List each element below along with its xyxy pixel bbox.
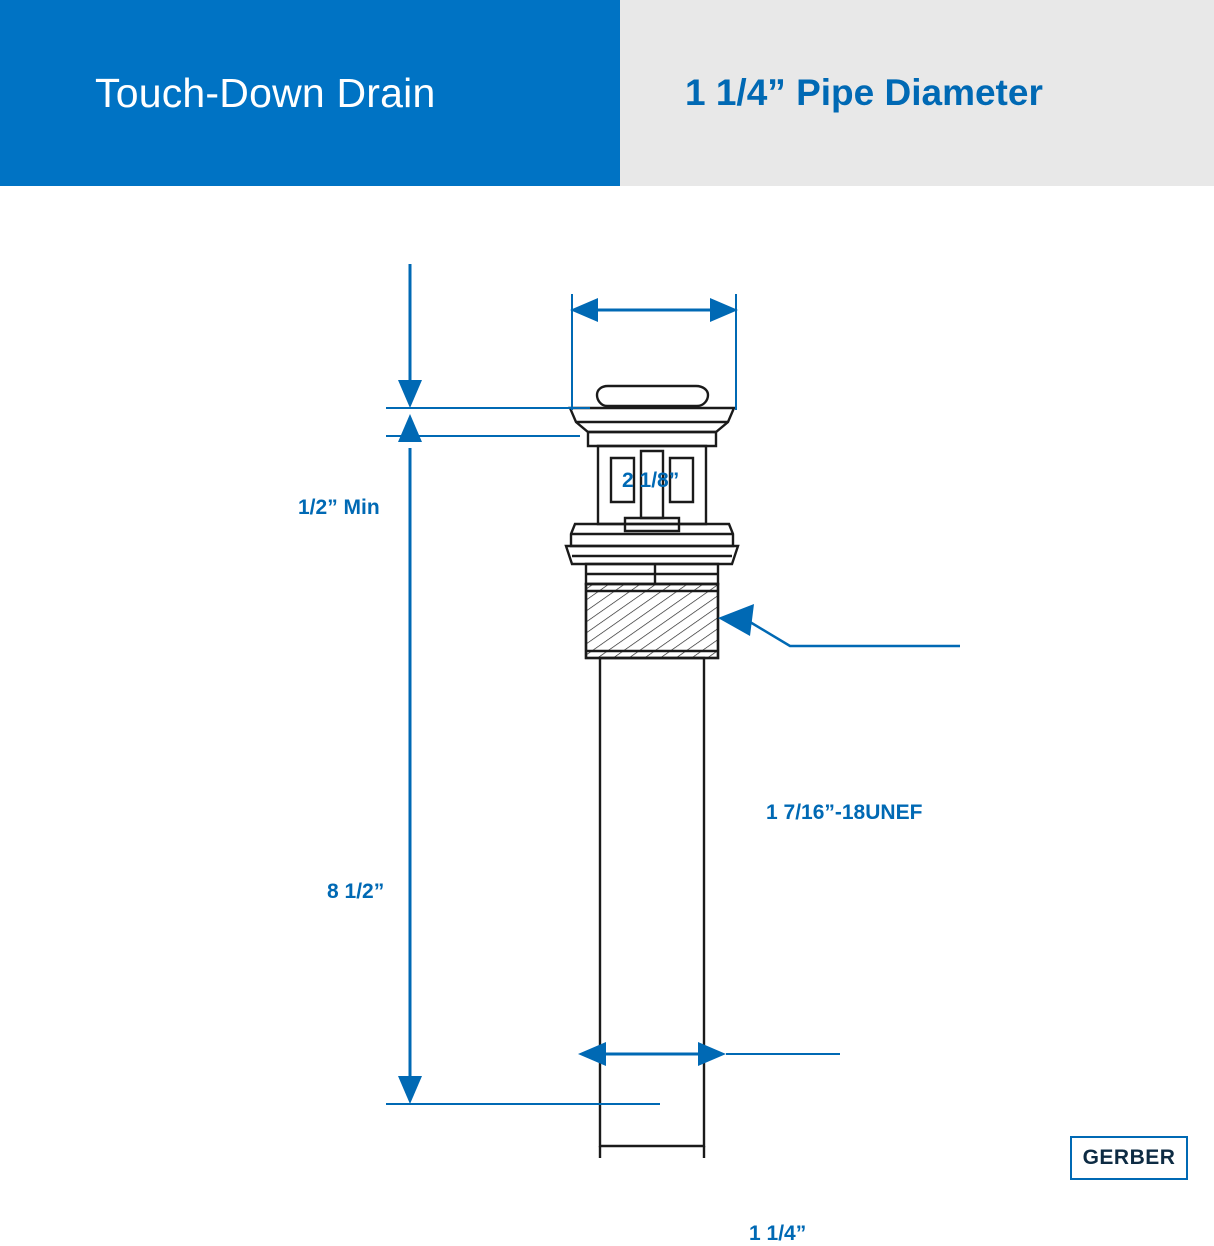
dim-half-min-arrow-down xyxy=(398,380,422,408)
dim-label-top-clearance: 1/2” Min xyxy=(298,496,380,519)
callout-label-thread-spec: 1 7/16”-18UNEF xyxy=(766,801,923,824)
header-title-panel xyxy=(0,0,620,186)
technical-drawing xyxy=(0,186,1214,1245)
dimension-lines xyxy=(386,264,960,1104)
dim-pipe-arrow-left xyxy=(578,1042,606,1066)
dim-length-arrow-bottom xyxy=(398,1076,422,1104)
threaded-section xyxy=(586,584,718,658)
header-subtitle-panel xyxy=(620,0,1214,186)
header xyxy=(0,0,1214,186)
page-subtitle: 1 1/4” Pipe Diameter xyxy=(685,72,1043,113)
callout-thread-arrow xyxy=(718,604,754,636)
dim-label-overall-length: 8 1/2” xyxy=(327,880,385,903)
brand-logo-text: GERBER xyxy=(1082,1146,1176,1169)
dim-pipe-arrow-right xyxy=(698,1042,726,1066)
callout-thread-leader xyxy=(750,622,960,646)
drawing-canvas xyxy=(0,186,1214,1214)
upper-housing xyxy=(588,432,716,446)
dim-label-cap-diameter: 2 1/8” xyxy=(622,469,680,492)
cap-flange xyxy=(570,408,734,432)
dim-cap-arrow-right xyxy=(710,298,738,322)
page-title: Touch-Down Drain xyxy=(95,69,436,116)
tailpiece-tube xyxy=(600,658,704,1146)
drain-body-outline xyxy=(566,386,738,1158)
dim-label-pipe-diameter: 1 1/4” xyxy=(749,1222,807,1245)
dim-cap-arrow-left xyxy=(570,298,598,322)
dim-half-min-arrow-up xyxy=(398,414,422,442)
push-cap xyxy=(597,386,708,406)
brand-logo xyxy=(1070,1136,1188,1180)
